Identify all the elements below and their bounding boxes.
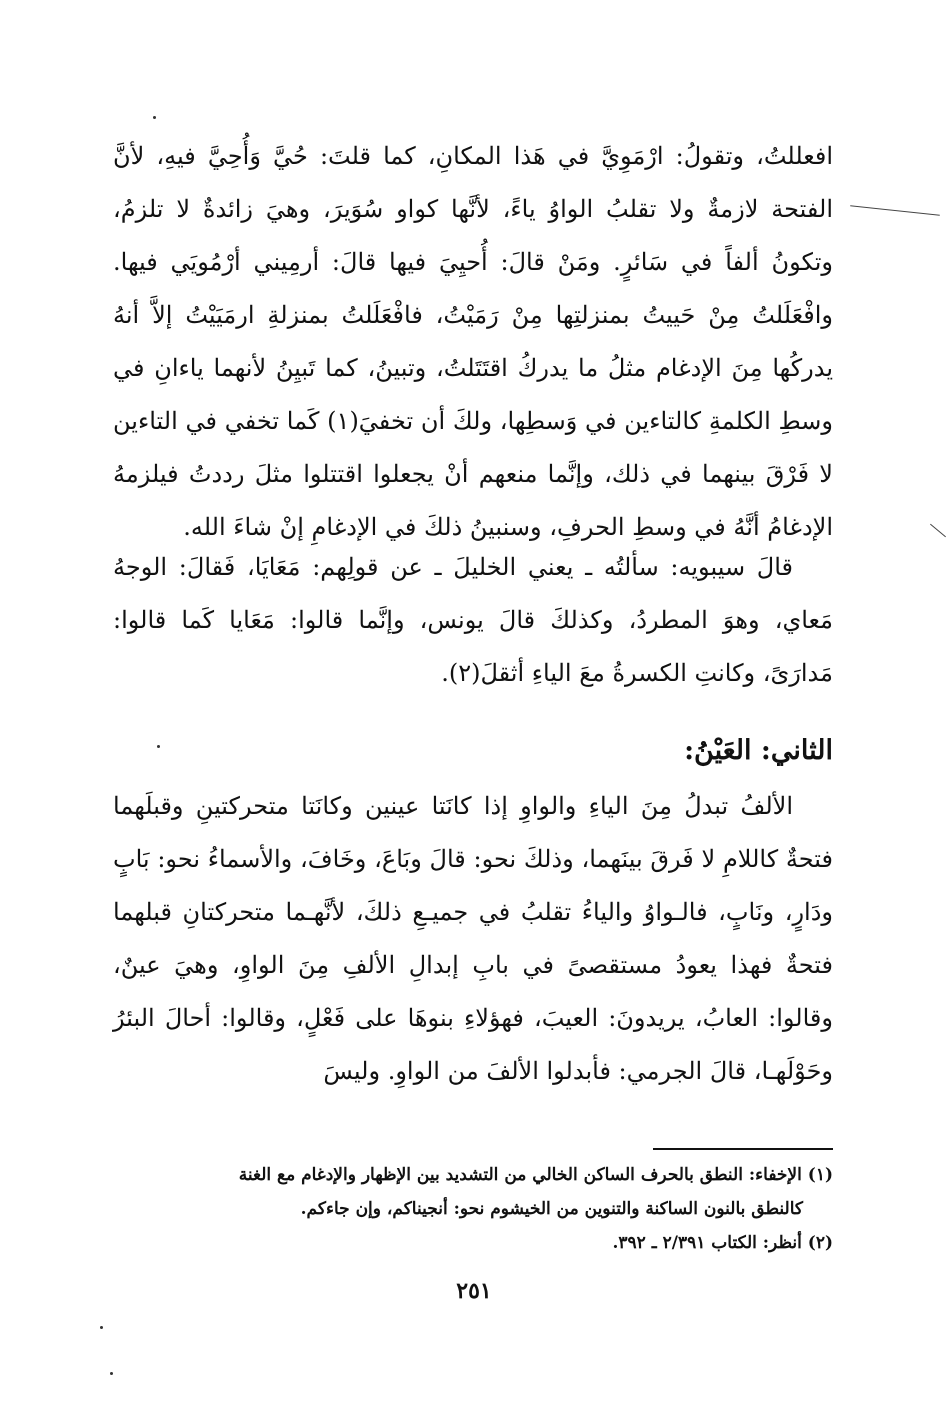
paragraph-3: الألفُ تبدلُ مِنَ الياءِ والواوِ إذا كانَتا عينين وكانَتا متحركتينِ وقبلَهما فتحةٌ كاللامِ لا فَرقَ بينَهما، وذلكَ نحو: قالَ وبَاعَ، وخَافَ، والأسماءُ نحو: بَابٍ ودَارٍ، ونَابٍ، فالـواوُ والياءُ تقلبُ في جميـعِ ذلكَ، لأنَّهـما متحركتانِ قبلهما فتحةٌ فهذا يعودُ مستقصىً في بابِ إبدالِ الألفِ مِنَ الواوِ، وهيَ عينٌ، وقالوا: العابُ، يريدونَ: العيبَ، فهؤلاءِ بنوهَا على فَعْلٍ، وقالوا: أحالَ البئرُ وحَوْلَهـا، قالَ الجرمي: فأبدلوا الألفَ من الواوِ. وليسَ [113,792,833,1085]
footnote-1-line-2: كالنطق بالنون الساكنة والتنوين من الخيشوم نحو: أنجيناكم، وإن جاءكم. [300,1199,803,1219]
scan-speck [100,1326,103,1329]
footnote-separator [653,1148,833,1150]
scan-speck [157,745,160,748]
scan-speck [110,1372,113,1375]
scan-margin-line [850,205,940,215]
scan-speck [153,116,156,119]
section-heading: الثاني: العَيْنُ: [684,735,833,766]
page-number: ٢٥١ [456,1278,492,1304]
footnote-2: (٢) أنظر: الكتاب ٢/٣٩١ ـ ٣٩٢. [612,1233,833,1253]
scan-margin-line [930,524,946,538]
footnotes [113,1158,833,1260]
footnote-1-line-1: (١) الإخفاء: النطق بالحرف الساكن الخالي من التشديد بين الإظهار والإدغام مع الغنة [238,1165,833,1185]
paragraph-2: قالَ سيبويه: سألتُه ـ يعني الخليلَ ـ عن قولِهم: مَعَايَا، فَقالَ: الوجهُ مَعاي، وهوَ المطردُ، وكذلكَ قالَ يونس، وإنَّما قالوا: مَعَايا كَما قالوا: مَدارَىً، وكانتِ الكسرةُ معَ الياءِ أثقلَ(٢). [113,553,833,687]
paragraph-1: افعللتُ، وتقولُ: ارْمَوِيَّ في هَذا المكانِ، كما قلتَ: حُيَّ وَأُحِيَّ فيهِ، لأنَّ الفتحة لازمةٌ ولا تقلبُ الواوُ ياءً، لأنَّها كواو سُوَيرَ، وهيَ زائدةٌ لا تلزمُ، وتكونُ ألفاً في سَائرٍ. ومَنْ قالَ: أُحيِيَ فيها قالَ: أرمِيني أرْمُويَي فيها. وافْعَلَلتُ مِنْ حَييتُ بمنزلتِها مِنْ رَمَيْتُ، فافْعَلَلتُ بمنزلةِ ارمَيَيْتُ إلاَّ أنهُ يدركُها مِنَ الإدغام مثلُ ما يدركُ اقتَتَلتُ، وتبينُ، كما تَبيِنُ لأنهما ياءانِ في وسطِ الكلمةِ كالتاءين في وَسطِها، ولكَ أن تخفيَ(١) كَما تخفي في التاءين لا فَرْقَ بينهما في ذلك، وإنَّما منعهم أنْ يجعلوا اقتتلوا مثلَ رددتُ فيلزمهُ الإدغامُ أنَّهُ في وسطِ الحرفِ، وسنبينُ ذلكَ في الإدغامِ إنْ شاءَ الله. [113,142,834,541]
